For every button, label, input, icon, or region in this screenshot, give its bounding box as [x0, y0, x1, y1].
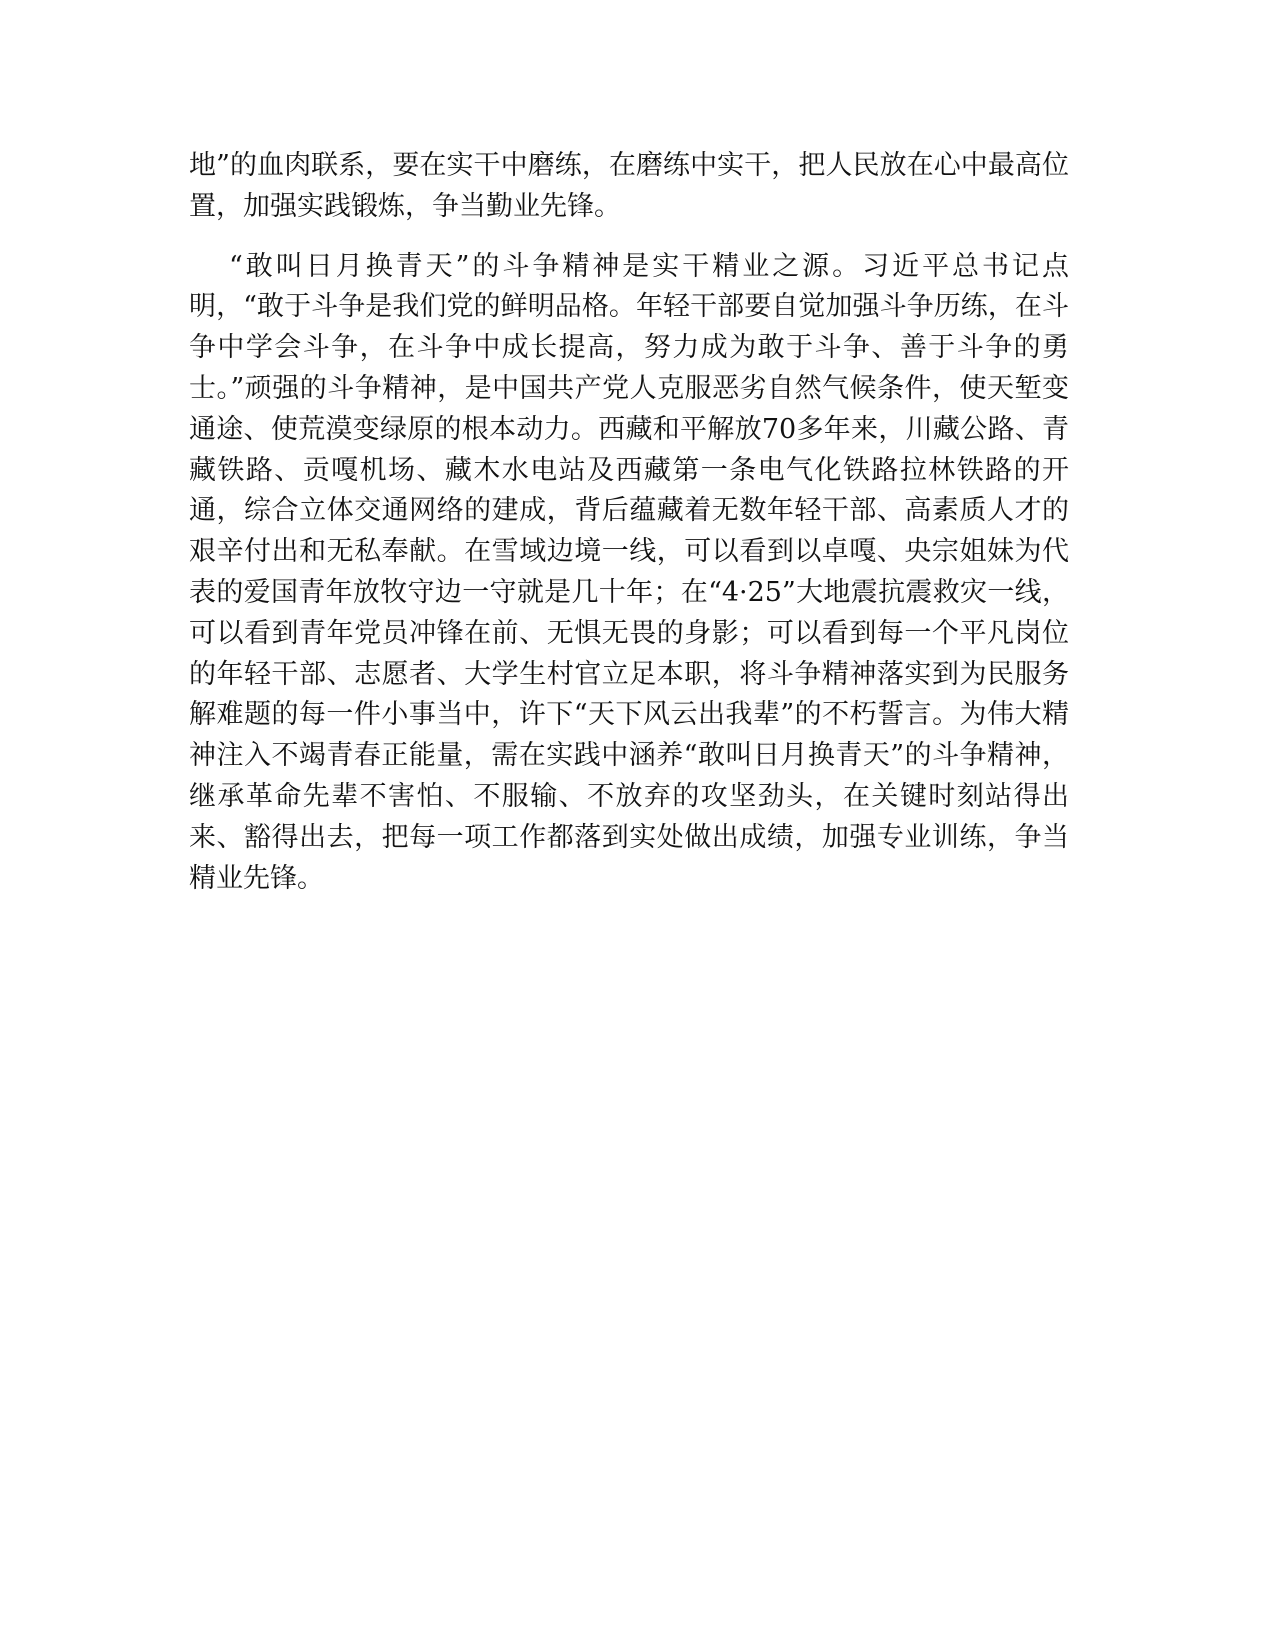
paragraph-continuation: 地”的血肉联系，要在实干中磨练，在磨练中实干，把人民放在心中最高位置，加强实践锻炼，争当勤业先锋。	[189, 150, 1069, 222]
paragraph-struggle-spirit: “敢叫日月换青天”的斗争精神是实干精业之源。习近平总书记点明，“敢于斗争是我们党的鲜明品格。年轻干部要自觉加强斗争历练，在斗争中学会斗争，在斗争中成长提高，努力成为敢于斗争、善于斗争的勇士。”顽强的斗争精神，是中国共产党人克服恶劣自然气候条件，使天堑变通途、使荒漠变绿原的根本动力。西藏和平解放70多年来，川藏公路、青藏铁路、贡嘎机场、藏木水电站及西藏第一条电气化铁路拉林铁路的开通，综合立体交通网络的建成，背后蕴藏着无数年轻干部、高素质人才的艰辛付出和无私奉献。在雪域边境一线，可以看到以卓嘎、央宗姐妹为代表的爱国青年放牧守边一守就是几十年；在“4·25”大地震抗震救灾一线，可以看到青年党员冲锋在前、无惧无畏的身影；可以看到每一个平凡岗位的年轻干部、志愿者、大学生村官立足本职，将斗争精神落实到为民服务解难题的每一件小事当中，许下“天下风云出我辈”的不朽誓言。为伟大精神注入不竭青春正能量，需在实践中涵养“敢叫日月换青天”的斗争精神，继承革命先辈不害怕、不服输、不放弃的攻坚劲头，在关键时刻站得出来、豁得出去，把每一项工作都落到实处做出成绩，加强专业训练，争当精业先锋。	[189, 250, 1069, 894]
article-body	[189, 146, 1069, 899]
